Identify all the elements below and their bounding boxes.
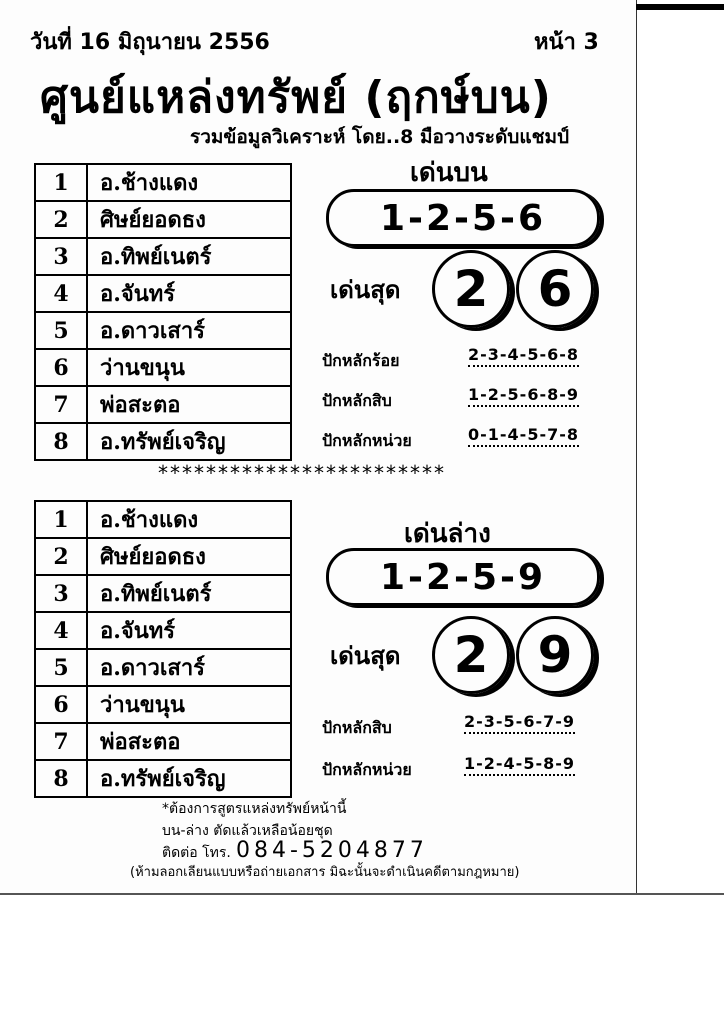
row-number: 7 — [35, 386, 87, 423]
footer-note-1: *ต้องการสูตรแหล่งทรัพย์หน้านี้ — [162, 801, 347, 817]
row-number: 3 — [35, 238, 87, 275]
table-row — [35, 538, 291, 575]
analyst-name: อ.ดาวเสาร์ — [87, 649, 291, 686]
analysts-table-lower — [34, 500, 292, 798]
table-row — [35, 501, 291, 538]
table-row — [35, 349, 291, 386]
row-number: 5 — [35, 312, 87, 349]
upper-tens-value: 1-2-5-6-8-9 — [468, 385, 579, 407]
analyst-name: อ.ช้างแดง — [87, 501, 291, 538]
upper-heading: เด่นบน — [410, 158, 488, 188]
lower-best-label: เด่นสุด — [330, 642, 401, 670]
footer-note-2: บน-ล่าง ตัดแล้วเหลือน้อยชุด — [162, 823, 333, 839]
table-row — [35, 238, 291, 275]
analyst-name: พ่อสะตอ — [87, 723, 291, 760]
row-number: 1 — [35, 164, 87, 201]
table-row — [35, 201, 291, 238]
lower-best-digit-2: 9 — [516, 616, 594, 694]
lower-best-digit-1: 2 — [432, 616, 510, 694]
section-separator: ************************ — [158, 461, 446, 485]
upper-best-label: เด่นสุด — [330, 276, 401, 304]
lower-heading: เด่นล่าง — [404, 519, 491, 549]
row-number: 3 — [35, 575, 87, 612]
table-row — [35, 423, 291, 460]
analyst-name: อ.ทิพย์เนตร์ — [87, 575, 291, 612]
upper-tens-label: ปักหลักสิบ — [322, 391, 392, 410]
upper-units-value: 0-1-4-5-7-8 — [468, 425, 579, 447]
analyst-name: อ.ทรัพย์เจริญ — [87, 760, 291, 797]
analysts-table-upper — [34, 163, 292, 461]
analyst-name: อ.ดาวเสาร์ — [87, 312, 291, 349]
analyst-name: ว่านขนุน — [87, 349, 291, 386]
upper-main-numbers: 1-2-5-6 — [326, 189, 600, 247]
table-row — [35, 275, 291, 312]
analyst-name: อ.ช้างแดง — [87, 164, 291, 201]
row-number: 8 — [35, 760, 87, 797]
scan-edge-top — [636, 4, 724, 10]
row-number: 5 — [35, 649, 87, 686]
table-row — [35, 312, 291, 349]
lower-units-value: 1-2-4-5-8-9 — [464, 754, 575, 776]
analyst-name: อ.ทิพย์เนตร์ — [87, 238, 291, 275]
analyst-name: พ่อสะตอ — [87, 386, 291, 423]
upper-units-label: ปักหลักหน่วย — [322, 431, 412, 450]
page-title: ศูนย์แหล่งทรัพย์ (ฤกษ์บน) — [40, 72, 552, 123]
lower-tens-value: 2-3-5-6-7-9 — [464, 712, 575, 734]
analyst-name: อ.จันทร์ — [87, 275, 291, 312]
page-subtitle: รวมข้อมูลวิเคราะห์ โดย..8 มือวางระดับแชมป์ — [190, 126, 570, 148]
row-number: 8 — [35, 423, 87, 460]
table-row — [35, 575, 291, 612]
row-number: 2 — [35, 538, 87, 575]
scan-edge-bottom — [0, 893, 724, 895]
row-number: 6 — [35, 686, 87, 723]
upper-hundreds-value: 2-3-4-5-6-8 — [468, 345, 579, 367]
page-number: หน้า 3 — [534, 30, 599, 55]
copyright-warning: (ห้ามลอกเลียนแบบหรือถ่ายเอกสาร มิฉะนั้นจะดำเนินคดีตามกฎหมาย) — [130, 865, 520, 880]
row-number: 2 — [35, 201, 87, 238]
table-row — [35, 723, 291, 760]
issue-date: วันที่ 16 มิถุนายน 2556 — [30, 30, 270, 55]
lower-main-numbers: 1-2-5-9 — [326, 548, 600, 606]
contact-label: ติดต่อ โทร. — [162, 845, 231, 861]
row-number: 7 — [35, 723, 87, 760]
upper-best-digit-1: 2 — [432, 250, 510, 328]
lower-units-label: ปักหลักหน่วย — [322, 760, 412, 779]
table-row — [35, 164, 291, 201]
table-row — [35, 386, 291, 423]
table-row — [35, 649, 291, 686]
lower-tens-label: ปักหลักสิบ — [322, 718, 392, 737]
analyst-name: อ.จันทร์ — [87, 612, 291, 649]
row-number: 6 — [35, 349, 87, 386]
analyst-name: ว่านขนุน — [87, 686, 291, 723]
upper-hundreds-label: ปักหลักร้อย — [322, 351, 400, 370]
table-row — [35, 686, 291, 723]
table-row — [35, 760, 291, 797]
phone-number: 084-5204877 — [235, 838, 428, 863]
row-number: 4 — [35, 275, 87, 312]
analyst-name: อ.ทรัพย์เจริญ — [87, 423, 291, 460]
row-number: 4 — [35, 612, 87, 649]
analyst-name: ศิษย์ยอดธง — [87, 201, 291, 238]
table-row — [35, 612, 291, 649]
upper-best-digit-2: 6 — [516, 250, 594, 328]
row-number: 1 — [35, 501, 87, 538]
analyst-name: ศิษย์ยอดธง — [87, 538, 291, 575]
